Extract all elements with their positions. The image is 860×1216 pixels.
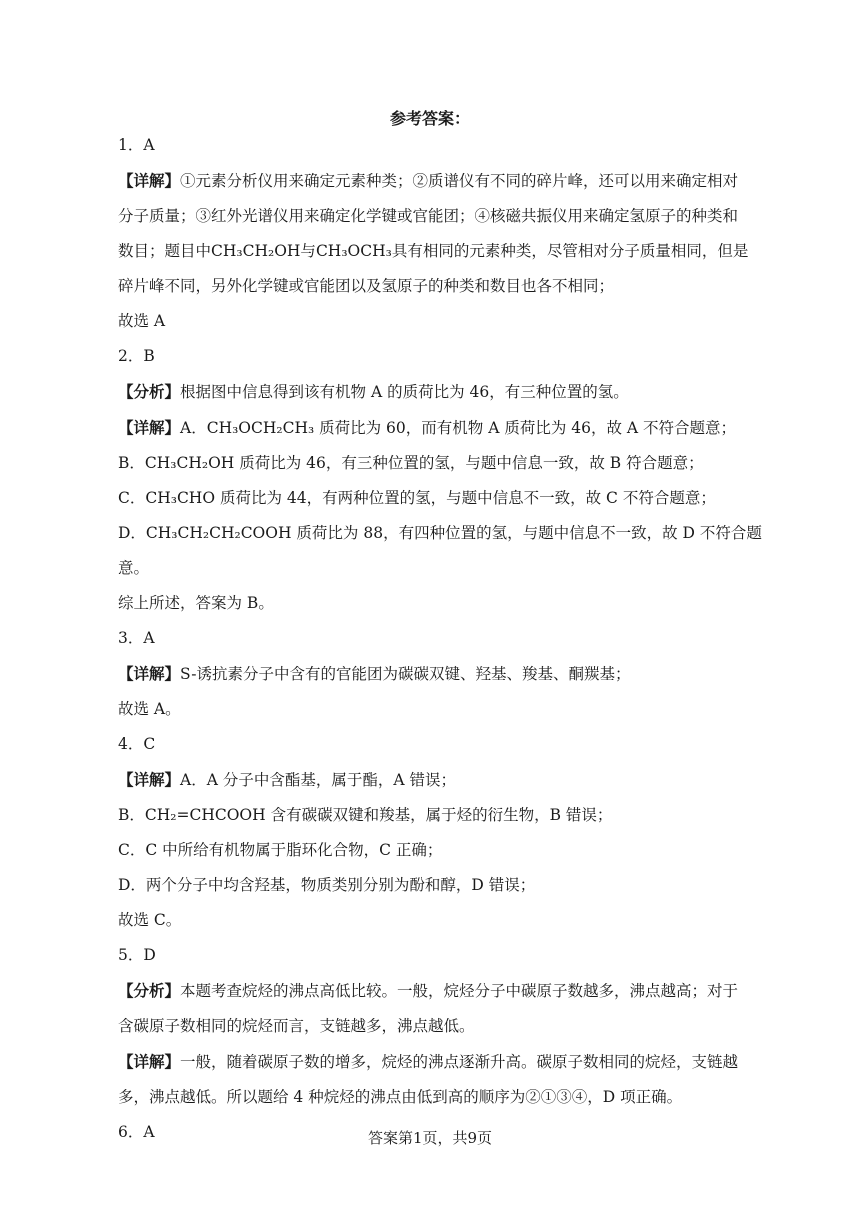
paragraph-text: 根据图中信息得到该有机物 A 的质荷比为 46，有三种位置的氢。	[180, 383, 629, 401]
explanation-paragraph	[118, 973, 738, 1009]
paragraph-text: A．CH₃OCH₂CH₃ 质荷比为 60，而有机物 A 质荷比为 46，故 A 不符合题意；	[180, 419, 737, 437]
page-footer: 答案第1页，共9页	[367, 1129, 493, 1147]
answer-label: 3．A	[118, 629, 155, 647]
line-text: 多，沸点越低。所以题给 4 种烷烃的沸点由低到高的顺序为②①③④，D 项正确。	[118, 1088, 683, 1106]
line-text: 综上所述，答案为 B。	[118, 594, 274, 612]
explanation-line	[118, 903, 738, 938]
explanation-paragraph	[118, 656, 738, 692]
explanation-line	[118, 1080, 738, 1115]
section-tag: 【分析】	[118, 382, 181, 401]
paragraph-text: A．A 分子中含酯基，属于酯，A 错误；	[180, 771, 456, 789]
explanation-paragraph	[118, 410, 738, 446]
line-text: 故选 A。	[118, 700, 181, 718]
section-tag: 【详解】	[118, 664, 181, 683]
answer-label: 2．B	[118, 347, 155, 365]
explanation-line	[118, 798, 738, 833]
answer-label: 6．A	[118, 1123, 155, 1141]
line-text: 意。	[118, 559, 150, 577]
line-text: C．CH₃CHO 质荷比为 44，有两种位置的氢，与题中信息不一致，故 C 不符合题意；	[118, 489, 716, 507]
explanation-line	[118, 692, 738, 727]
line-text: 故选 A	[118, 312, 166, 330]
line-text: 故选 C。	[118, 911, 182, 929]
answer-label: 1．A	[118, 136, 155, 154]
answer-number	[118, 621, 738, 656]
answer-number	[118, 938, 738, 973]
line-text: C．C 中所给有机物属于脂环化合物，C 正确；	[118, 841, 443, 859]
line-text: 具有相同的元素种类，尽管相对分子质量相同，但是	[391, 242, 749, 260]
line-text: 分子质量；③红外光谱仪用来确定化学键或官能团；④核磁共振仪用来确定氢原子的种类和	[118, 207, 739, 225]
answer-number	[118, 128, 738, 163]
answer-label: 5．D	[118, 946, 156, 964]
paragraph-text: S-诱抗素分子中含有的官能团为碳碳双键、羟基、羧基、酮羰基；	[180, 665, 631, 683]
line-text: 碎片峰不同，另外化学键或官能团以及氢原子的种类和数目也各不相同；	[118, 277, 615, 295]
explanation-line	[118, 868, 738, 903]
explanation-line	[118, 481, 738, 516]
explanation-line	[118, 516, 762, 551]
answer-label: 4．C	[118, 735, 156, 753]
chemical-formula: CH₃OCH₃	[315, 242, 392, 260]
explanation-line	[118, 586, 738, 621]
line-text: 与	[300, 242, 316, 260]
explanation-line	[118, 199, 738, 234]
explanation-paragraph	[118, 163, 738, 199]
explanation-line	[118, 234, 749, 269]
explanation-line	[118, 551, 738, 586]
section-tag: 【详解】	[118, 418, 181, 437]
paragraph-text: 一般，随着碳原子数的增多，烷烃的沸点逐渐升高。碳原子数相同的烷烃，支链越	[180, 1053, 739, 1071]
explanation-paragraph	[118, 1044, 738, 1080]
page-title: 参考答案：	[389, 109, 470, 128]
section-tag: 【详解】	[118, 770, 181, 789]
line-text: D．两个分子中均含羟基，物质类别分别为酚和醇，D 错误；	[118, 876, 536, 894]
explanation-line	[118, 446, 738, 481]
line-text: D．CH₃CH₂CH₂COOH 质荷比为 88，有四种位置的氢，与题中信息不一致，故 D 不符合题	[118, 524, 762, 542]
chemical-formula: CH₃CH₂OH	[211, 242, 301, 260]
explanation-line	[118, 1009, 738, 1044]
explanation-paragraph	[118, 762, 738, 798]
explanation-line	[118, 833, 738, 868]
explanation-line	[118, 304, 738, 339]
explanation-paragraph	[118, 374, 738, 410]
line-text: B．CH₂=CHCOOH 含有碳碳双键和羧基，属于烃的衍生物，B 错误；	[118, 806, 613, 824]
line-text: 数目；题目中	[118, 242, 212, 260]
line-text: B．CH₃CH₂OH 质荷比为 46，有三种位置的氢，与题中信息一致，故 B 符合题意；	[118, 454, 704, 472]
answer-number	[118, 339, 738, 374]
paragraph-text: 本题考查烷烃的沸点高低比较。一般，烷烃分子中碳原子数越多，沸点越高；对于	[180, 982, 739, 1000]
answer-content	[118, 128, 762, 1150]
section-tag: 【分析】	[118, 981, 181, 1000]
paragraph-text: ①元素分析仪用来确定元素种类；②质谱仪有不同的碎片峰，还可以用来确定相对	[180, 172, 739, 190]
section-tag: 【详解】	[118, 171, 181, 190]
section-tag: 【详解】	[118, 1052, 181, 1071]
explanation-line	[118, 269, 738, 304]
answer-number	[118, 727, 738, 762]
line-text: 含碳原子数相同的烷烃而言，支链越多，沸点越低。	[118, 1017, 475, 1035]
